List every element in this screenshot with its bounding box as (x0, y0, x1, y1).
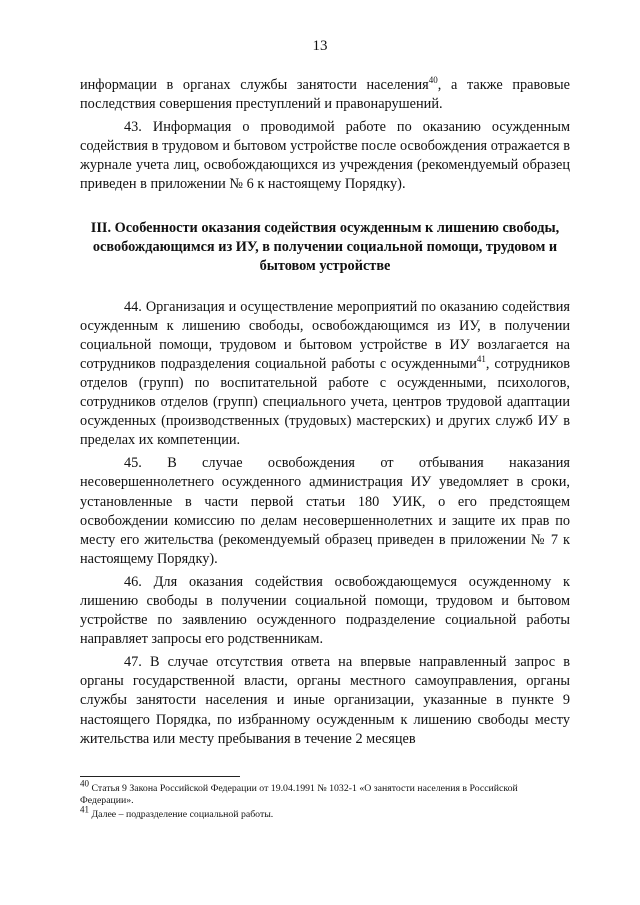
paragraph-44 (80, 298, 570, 451)
footnote-ref-41[interactable]: 41 (476, 354, 486, 365)
page-number: 13 (312, 38, 328, 54)
paragraph-text: 44. Организация и осуществление мероприятий по оказанию содействия осужденным к лишению свободы, освобождающимся из ИУ, в получении социальной помощи, трудовом и бытовом устройстве в ИУ возлагается на сотрудников подразделения социальной работы с осужденными (80, 298, 570, 372)
footnote-41 (80, 804, 570, 821)
footnote-text: Далее – подразделение социальной работы. (89, 809, 274, 820)
footnote-40 (80, 778, 570, 807)
paragraph-43: 43. Информация о проводимой работе по оказанию осужденным содействия в трудовом и бытовом устройстве после освобождения отражается в журнале учета лиц, освобождающихся из учреждения (рекомендуемый образец приведен в приложении № 6 к настоящему Порядку). (80, 119, 570, 193)
paragraph-47: 47. В случае отсутствия ответа на впервые направленный запрос в органы государственной власти, органы местного самоуправления, органы службы занятости населения и иные организации, указанные в пункте 9 настоящего Порядка, по избранному осужденным к лишению свободы месту жительства или месту пребывания в течение 2 месяцев (80, 654, 570, 747)
paragraph-text: информации в органах службы занятости населения (80, 77, 429, 93)
footnote-mark: 40 (80, 778, 89, 789)
paragraph-46: 46. Для оказания содействия освобождающемуся осужденному к лишению свободы в получении социальной помощи, трудовом и бытовом устройстве по заявлению осужденного подразделение социальной работы направляет запросы его родственникам. (80, 573, 570, 648)
paragraph-45: 45. В случае освобождения от отбывания наказания несовершеннолетнего осужденного администрация ИУ уведомляет в сроки, установленные в части первой статьи 180 УИК, о его предстоящем освобождении комиссию по делам несовершеннолетних и защите их прав по месту его жительства (рекомендуемый образец приведен в приложении № 7 к настоящему Порядку). (80, 455, 570, 567)
document-body (80, 76, 570, 753)
footnotes (80, 776, 570, 823)
footnote-mark: 41 (80, 804, 89, 815)
paragraph-text: , сотрудников отделов (групп) по воспитательной работе с осужденными, психологов, сотрудников отделов (групп) специального учета, центров трудовой адаптации осужденных (производственных (трудовых) мастерских) и других служб ИУ в пределах их компетенции. (80, 355, 570, 449)
paragraph-text: , а также правовые последствия совершения преступлений и правонарушений. (80, 77, 570, 113)
footnote-ref-40[interactable]: 40 (428, 75, 438, 86)
paragraph-continuation (80, 76, 570, 114)
section-heading: III. Особенности оказания содействия осужденным к лишению свободы, освобождающимся из ИУ, в получении социальной помощи, трудовом и бытовом устройстве (90, 219, 560, 274)
footnote-divider (80, 776, 240, 777)
footnote-text: Статья 9 Закона Российской Федерации от 19.04.1991 № 1032-1 «О занятости населения в Российской Федерации». (80, 783, 518, 806)
